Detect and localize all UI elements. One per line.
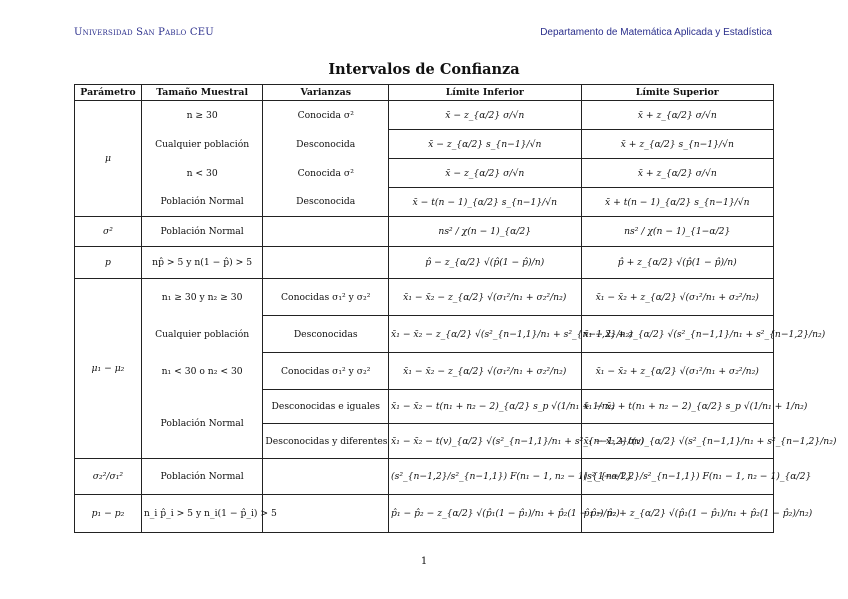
cell-limite-superior: x̄ + t(n − 1)_{α/2} s_{n−1}/√n — [581, 188, 774, 217]
cell-tamano-muestral: Población Normal — [141, 459, 263, 495]
cell-varianzas: Desconocida — [263, 130, 389, 159]
cell-varianzas: Conocida σ² — [263, 101, 389, 130]
table-row — [75, 217, 774, 247]
department-header: Departamento de Matemática Aplicada y Estadística — [540, 27, 772, 38]
cell-varianzas: Desconocida — [263, 188, 389, 217]
institution-header: Universidad San Pablo CEU — [74, 27, 214, 38]
cell-parametro: σ₂²/σ₁² — [75, 459, 142, 495]
table-row — [75, 159, 774, 188]
header-varianzas: Varianzas — [263, 85, 389, 101]
cell-tamano-muestral: Población Normal — [141, 188, 263, 217]
cell-tamano-muestral: n₁ < 30 o n₂ < 30 — [141, 353, 263, 390]
cell-tamano-muestral: Población Normal — [141, 390, 263, 459]
cell-varianzas: Conocida σ² — [263, 159, 389, 188]
page-title: Intervalos de Confianza — [328, 61, 520, 78]
cell-limite-superior: x̄ + z_{α/2} σ/√n — [581, 159, 774, 188]
cell-limite-superior: x̄₁ − x̄₂ + z_{α/2} √(σ₁²/n₁ + σ₂²/n₂) — [581, 353, 774, 390]
cell-varianzas — [263, 247, 389, 279]
table-row — [75, 101, 774, 130]
cell-tamano-muestral: Población Normal — [141, 217, 263, 247]
cell-parametro: p — [75, 247, 142, 279]
cell-limite-superior: x̄ + z_{α/2} σ/√n — [581, 101, 774, 130]
cell-varianzas: Desconocidas e iguales — [263, 390, 389, 424]
cell-varianzas — [263, 217, 389, 247]
table-row — [75, 495, 774, 533]
header-limite-superior: Límite Superior — [581, 85, 774, 101]
cell-limite-inferior: (s²_{n−1,2}/s²_{n−1,1}) F(n₁ − 1, n₂ − 1)_{1−α/2} — [389, 459, 581, 495]
cell-parametro: σ² — [75, 217, 142, 247]
table-header-row — [75, 85, 774, 101]
cell-limite-superior: x̄₁ − x̄₂ + z_{α/2} √(σ₁²/n₁ + σ₂²/n₂) — [581, 279, 774, 316]
header-parametro: Parámetro — [75, 85, 142, 101]
cell-limite-inferior: x̄ − z_{α/2} s_{n−1}/√n — [389, 130, 581, 159]
cell-parametro: μ — [75, 101, 142, 217]
cell-limite-inferior: x̄₁ − x̄₂ − z_{α/2} √(σ₁²/n₁ + σ₂²/n₂) — [389, 279, 581, 316]
table-row — [75, 279, 774, 316]
cell-limite-inferior: x̄₁ − x̄₂ − t(v)_{α/2} √(s²_{n−1,1}/n₁ + s²_{n−1,2}/n₂) — [389, 424, 581, 459]
cell-limite-superior: x̄₁ − x̄₂ + t(v)_{α/2} √(s²_{n−1,1}/n₁ + s²_{n−1,2}/n₂) — [581, 424, 774, 459]
cell-tamano-muestral: np̂ > 5 y n(1 − p̂) > 5 — [141, 247, 263, 279]
cell-varianzas: Desconocidas y diferentes — [263, 424, 389, 459]
cell-varianzas: Desconocidas — [263, 316, 389, 353]
table-row — [75, 247, 774, 279]
cell-limite-superior: (s²_{n−1,2}/s²_{n−1,1}) F(n₁ − 1, n₂ − 1)_{α/2} — [581, 459, 774, 495]
cell-tamano-muestral: n_i p̂_i > 5 y n_i(1 − p̂_i) > 5 — [141, 495, 263, 533]
cell-limite-superior: p̂ + z_{α/2} √(p̂(1 − p̂)/n) — [581, 247, 774, 279]
cell-limite-superior: x̄ + z_{α/2} s_{n−1}/√n — [581, 130, 774, 159]
page-number: 1 — [420, 556, 428, 567]
cell-tamano-muestral: n < 30 — [141, 159, 263, 188]
cell-varianzas — [263, 495, 389, 533]
cell-tamano-muestral: Cualquier población — [141, 130, 263, 159]
cell-limite-inferior: p̂ − z_{α/2} √(p̂(1 − p̂)/n) — [389, 247, 581, 279]
cell-varianzas — [263, 459, 389, 495]
table-row — [75, 130, 774, 159]
table-row — [75, 188, 774, 217]
cell-limite-superior: p̂₁ − p̂₂ + z_{α/2} √(p̂₁(1 − p̂₁)/n₁ + p̂₂(1 − p̂₂)/n₂) — [581, 495, 774, 533]
header-tamano: Tamaño Muestral — [141, 85, 263, 101]
cell-limite-inferior: x̄ − z_{α/2} σ/√n — [389, 159, 581, 188]
cell-limite-inferior: x̄ − t(n − 1)_{α/2} s_{n−1}/√n — [389, 188, 581, 217]
cell-varianzas: Conocidas σ₁² y σ₂² — [263, 279, 389, 316]
table-row — [75, 390, 774, 424]
confidence-intervals-table — [74, 84, 837, 533]
cell-limite-inferior: x̄ − z_{α/2} σ/√n — [389, 101, 581, 130]
table-row — [75, 353, 774, 390]
table-body — [75, 101, 837, 533]
cell-limite-inferior: x̄₁ − x̄₂ − t(n₁ + n₂ − 2)_{α/2} s_p √(1/n₁ + 1/n₂) — [389, 390, 581, 424]
cell-varianzas: Conocidas σ₁² y σ₂² — [263, 353, 389, 390]
cell-tamano-muestral: n ≥ 30 — [141, 101, 263, 130]
cell-limite-inferior: x̄₁ − x̄₂ − z_{α/2} √(σ₁²/n₁ + σ₂²/n₂) — [389, 353, 581, 390]
cell-limite-inferior: ns² / χ(n − 1)_{α/2} — [389, 217, 581, 247]
table-row — [75, 316, 774, 353]
table-row — [75, 459, 774, 495]
cell-limite-inferior: x̄₁ − x̄₂ − z_{α/2} √(s²_{n−1,1}/n₁ + s²_{n−1,2}/n₂) — [389, 316, 581, 353]
cell-parametro: μ₁ − μ₂ — [75, 279, 142, 459]
cell-limite-superior: x̄₁ − x̄₂ + z_{α/2} √(s²_{n−1,1}/n₁ + s²_{n−1,2}/n₂) — [581, 316, 774, 353]
cell-tamano-muestral: n₁ ≥ 30 y n₂ ≥ 30 — [141, 279, 263, 316]
cell-limite-superior: x̄₁ − x̄₂ + t(n₁ + n₂ − 2)_{α/2} s_p √(1/n₁ + 1/n₂) — [581, 390, 774, 424]
cell-tamano-muestral: Cualquier población — [141, 316, 263, 353]
cell-limite-inferior: p̂₁ − p̂₂ − z_{α/2} √(p̂₁(1 − p̂₁)/n₁ + p̂₂(1 − p̂₂)/n₂) — [389, 495, 581, 533]
cell-limite-superior: ns² / χ(n − 1)_{1−α/2} — [581, 217, 774, 247]
cell-parametro: p₁ − p₂ — [75, 495, 142, 533]
header-limite-inferior: Límite Inferior — [389, 85, 581, 101]
